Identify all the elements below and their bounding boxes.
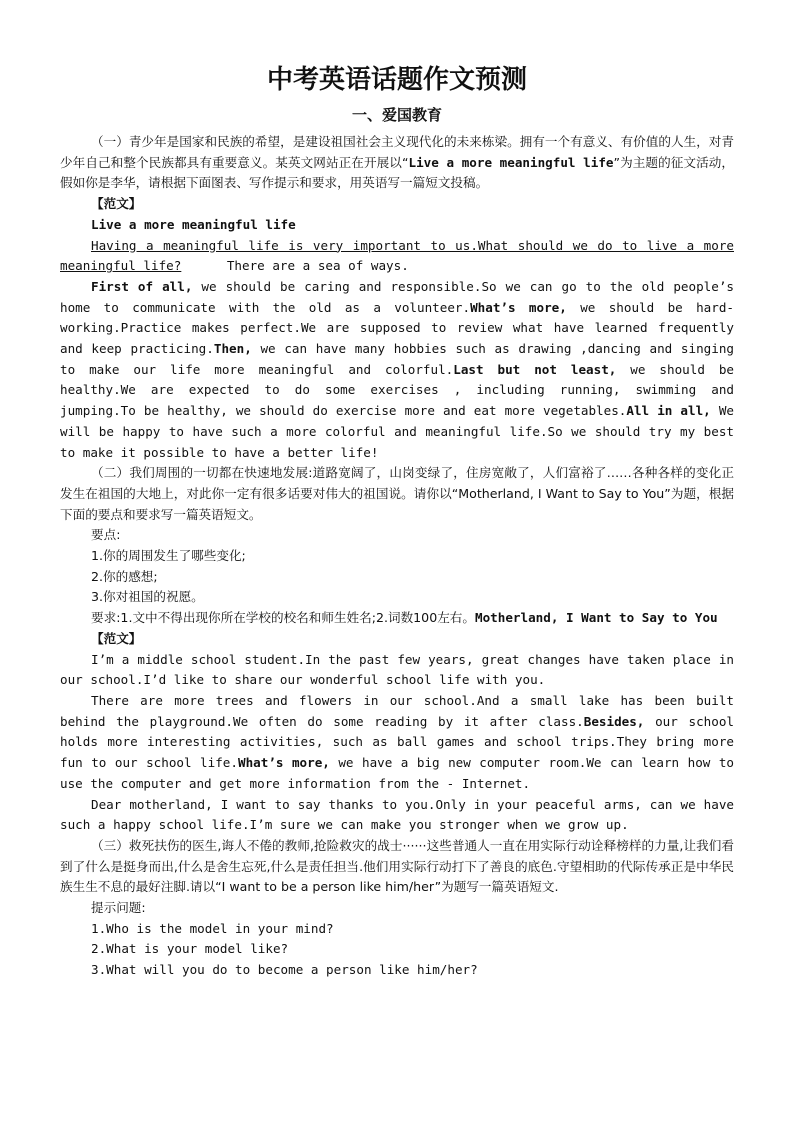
task3-question: 3.What will you do to become a person like him/her?	[91, 962, 478, 978]
document-page	[60, 60, 734, 981]
essay2-paragraph: Dear motherland, I want to say thanks to you.Only in your peaceful arms, can we have such a happy school life.I’m sure we can make you stronger when we grow up.	[60, 796, 734, 833]
essay1-title: Live a more meaningful life	[91, 216, 296, 232]
task1-prompt: （一）青少年是国家和民族的希望，是建设祖国社会主义现代化的未来栋梁。拥有一个有意义、有价值的人生，对青少年自己和整个民族都具有重要意义。某英文网站正在开展以“Live a more meaningful life”为主题的征文活动，假如你是李华，请根据下面图表、写作提示和要求，用英语写一篇短文投稿。	[60, 134, 735, 191]
page-title: 中考英语话题作文预测	[266, 65, 527, 95]
task2-requirements: 要求:1.文中不得出现你所在学校的校名和师生姓名;2.词数100左右。Motherland, I Want to Say to You	[91, 610, 718, 626]
essay2-paragraph: There are more trees and flowers in our school.And a small lake has been built behind the playground.We often do some reading by it after class.Besides, our school holds more interesting activities, such as ball games and school trips.They bring more fun to our school life.What’s more, we have a big new computer room.We can learn how to use the computer and get more information from the - Internet.	[60, 692, 734, 791]
task2-point: 2.你的感想;	[91, 568, 158, 584]
task2-point: 3.你对祖国的祝愿。	[91, 589, 204, 605]
task3-prompt-label: 提示问题:	[91, 900, 146, 916]
task3-question: 2.What is your model like?	[91, 941, 289, 957]
task3-prompt: （三）救死扶伤的医生,诲人不倦的教师,抢险救灾的战士······这些普通人一直在用实际行动诠释榜样的力量,让我们看到了什么是挺身而出,什么是舍生忘死,什么是责任担当.他们用实际行动打下了善良的底色.守望相助的代际传承正是中华民族生生不息的最好注脚.请以“I want to be a person like him/her”为题写一篇英语短文.	[60, 837, 734, 895]
sample-label-2: 【范文】	[91, 630, 142, 646]
task2-point: 1.你的周围发生了哪些变化;	[91, 548, 246, 564]
task3-question: 1.Who is the model in your mind?	[91, 920, 334, 936]
task2-prompt: （二）我们周围的一切都在快速地发展:道路宽阔了，山岗变绿了，住房宽敞了，人们富裕了……各种各样的变化正发生在祖国的大地上，对此你一定有很多话要对伟大的祖国说。请你以“Motherland, I Want to Say to You”为题，根据下面的要点和要求写一篇英语短文。	[60, 465, 734, 522]
essay1-body: First of all, we should be caring and responsible.So we can go to the old people’s home to communicate with the old as a volunteer.What’s more, we should be hard-working.Practice makes perfect.We are supposed to review what have learned frequently and keep practicing.Then, we can have many hobbies such as drawing ,dancing and singing to make our life more meaningful and colorful.Last but not least, we should be healthy.We are expected to do some exercises , including running, swimming and jumping.To be healthy, we should do exercise more and eat more vegetables.All in all, We will be happy to have such a more colorful and meaningful life.So we should try my best to make it possible to have a better life!	[60, 278, 734, 460]
sample-label-1: 【范文】	[91, 196, 142, 212]
essay2-paragraph: I’m a middle school student.In the past few years, great changes have taken place in our school.I’d like to share our wonderful school life with you.	[60, 651, 734, 688]
task2-points-label: 要点:	[91, 527, 121, 543]
task1-theme: Live a more meaningful life	[408, 154, 614, 170]
essay1-opening: Having a meaningful life is very important to us.What should we do to live a more meaningful life? There are a sea of ways.	[60, 237, 734, 274]
section-heading: 一、爱国教育	[351, 106, 442, 124]
